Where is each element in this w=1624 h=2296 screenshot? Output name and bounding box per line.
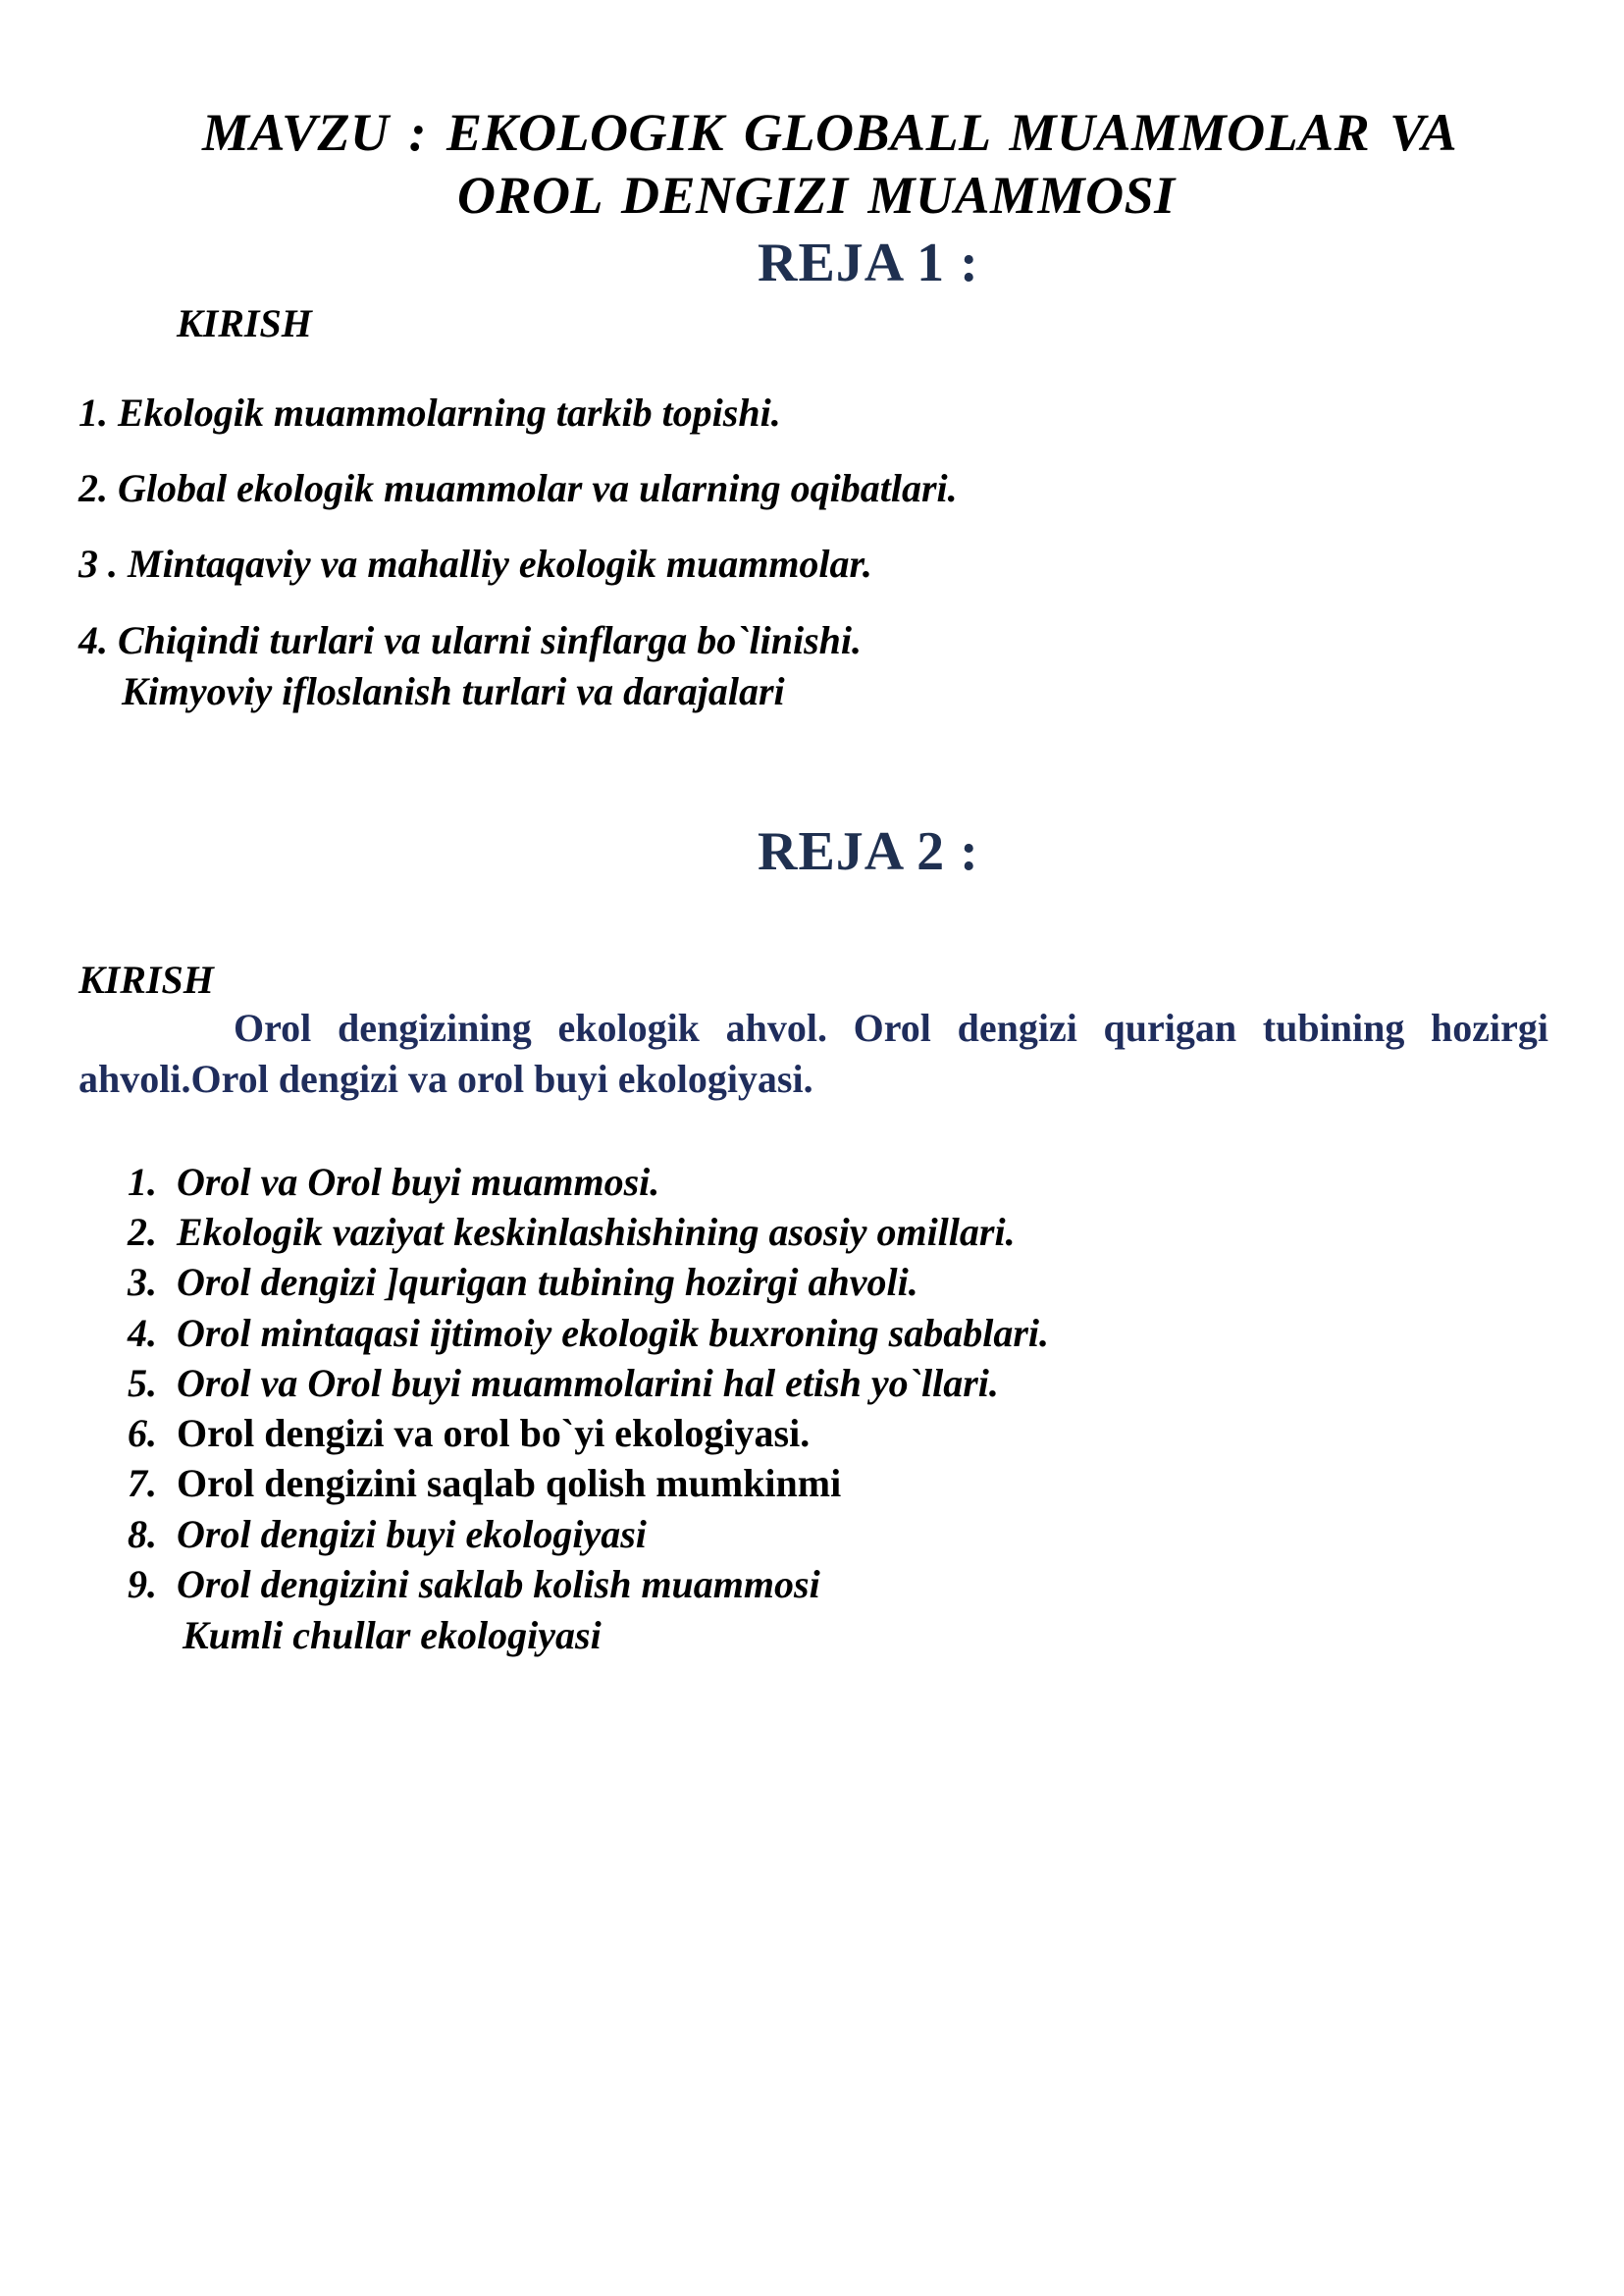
reja-1-item: 1. Ekologik muammolarning tarkib topishi. (79, 391, 781, 435)
item-number: 4. (128, 1311, 157, 1355)
item-number: 2. (128, 1210, 157, 1254)
reja-2-item (128, 1360, 999, 1406)
item-number: 1. (128, 1160, 157, 1204)
reja-1-item: 3 . Mintaqaviy va mahalliy ekologik muammolar. (79, 542, 872, 586)
item-text: Orol dengizini saqlab qolish mumkinmi (177, 1461, 842, 1505)
item-text: Orol mintaqasi ijtimoiy ekologik buxroning sabablari. (177, 1311, 1050, 1355)
reja-1-heading: REJA 1 : (758, 233, 979, 293)
reja-2-item (128, 1159, 659, 1205)
item-number: 5. (128, 1361, 157, 1405)
item-text: Orol va Orol buyi muammolarini hal etish yo`llari. (177, 1361, 999, 1405)
reja-1-kirish: KIRISH (177, 301, 312, 345)
item-number: 9. (128, 1562, 157, 1606)
reja-2-item (128, 1310, 1049, 1356)
title-line-1: MAVZU : EKOLOGIK GLOBALL MUAMMOLAR VA (202, 103, 1458, 162)
reja-2-item (128, 1209, 1016, 1255)
item-number: 6. (128, 1411, 157, 1455)
item-text: Ekologik vaziyat keskinlashishining asosiy omillari. (177, 1210, 1016, 1254)
item-text: Orol va Orol buyi muammosi. (177, 1160, 660, 1204)
reja-2-item (128, 1259, 918, 1305)
item-number: 3. (128, 1260, 157, 1304)
reja-1-item-continuation: Kimyoviy ifloslanish turlari va darajalari (122, 669, 785, 713)
reja-2-item (128, 1511, 647, 1557)
reja-2-item (128, 1561, 820, 1607)
item-text: Orol dengizini saklab kolish muammosi (177, 1562, 820, 1606)
reja-2-intro (79, 1003, 1548, 1105)
title-line-2: OROL DENGIZI MUAMMOSI (457, 166, 1176, 225)
reja-2-heading: REJA 2 : (758, 821, 979, 882)
item-text: Orol dengizi ]qurigan tubining hozirgi ahvoli. (177, 1260, 918, 1304)
item-number: 7. (128, 1461, 157, 1505)
reja-1-item: 2. Global ekologik muammolar va ularning oqibatlari. (79, 466, 958, 510)
reja-2-intro-line-2: ahvoli.Orol dengizi va orol buyi ekologiyasi. (79, 1057, 813, 1101)
reja-1-item: 4. Chiqindi turlari va ularni sinflarga bo`linishi. (79, 618, 863, 662)
reja-2-item (128, 1460, 841, 1506)
reja-2-intro-line-1: Orol dengizining ekologik ahvol. Orol dengizi qurigan tubining hozirgi (234, 1006, 1548, 1050)
item-number: 8. (128, 1512, 157, 1556)
reja-2-kirish: KIRISH (79, 958, 214, 1002)
item-text: Orol dengizi va orol bo`yi ekologiyasi. (177, 1411, 811, 1455)
item-text: Orol dengizi buyi ekologiyasi (177, 1512, 647, 1556)
reja-2-item-continuation: Kumli chullar ekologiyasi (183, 1613, 602, 1657)
reja-2-item (128, 1410, 810, 1456)
